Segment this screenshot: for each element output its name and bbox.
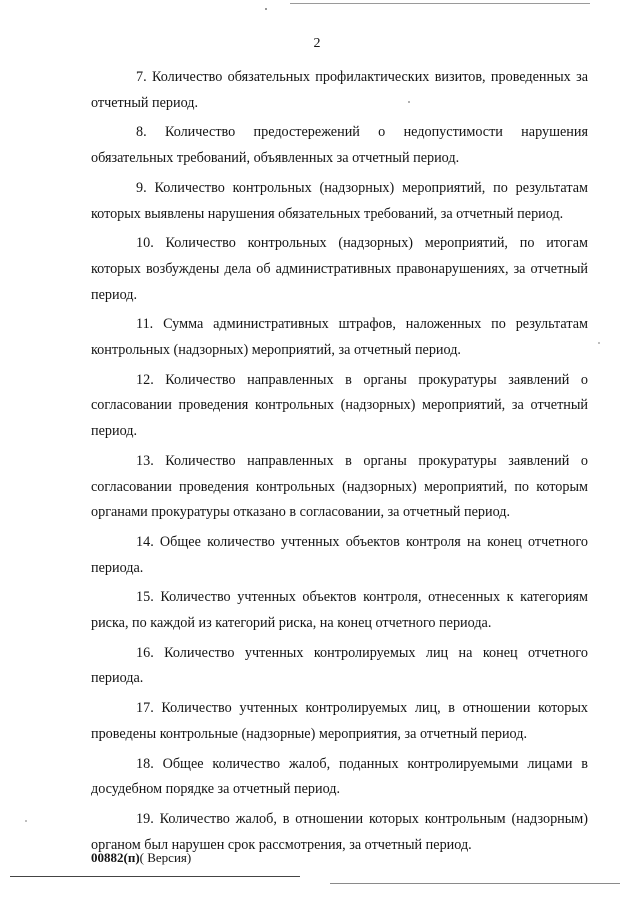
list-item: 12. Количество направленных в органы прокуратуры заявлений о согласовании проведения контрольных (надзорных) мероприятий, за отчетный период. [91,371,588,440]
list-item: 16. Количество учтенных контролируемых лиц на конец отчетного периода. [91,644,588,687]
scan-speck [25,820,27,822]
scan-speck [265,8,267,10]
list-item: 8. Количество предостережений о недопустимости нарушения обязательных требований, объявленных за отчетный период. [91,124,588,167]
list-item: 19. Количество жалоб, в отношении которых контрольным (надзорным) органом был нарушен срок рассмотрения, за отчетный период. [91,810,588,853]
document-code-footer [91,850,191,866]
list-item: 7. Количество обязательных профилактических визитов, проведенных за отчетный период. [91,69,588,111]
list-item: 15. Количество учтенных объектов контроля, отнесенных к категориям риска, по каждой из категорий риска, на конец отчетного периода. [91,589,588,632]
scan-artifact-bottom [10,876,300,877]
list-item: 10. Количество контрольных (надзорных) мероприятий, по итогам которых возбуждены дела об административных правонарушениях, за отчетный период. [91,235,588,303]
page-number: 2 [313,36,321,51]
list-item: 13. Количество направленных в органы прокуратуры заявлений о согласовании проведения контрольных (надзорных) мероприятий, по которым органами прокуратуры отказано в согласовании, за отчетный период. [91,452,588,521]
list-item: 14. Общее количество учтенных объектов контроля на конец отчетного периода. [91,533,588,576]
scan-artifact-top [290,3,590,4]
list-item: 17. Количество учтенных контролируемых лиц, в отношении которых проведены контрольные (надзорные) мероприятия, за отчетный период. [91,700,588,742]
document-version: ( Версия) [139,850,192,865]
scan-speck [598,342,600,344]
document-body [91,65,588,862]
list-item: 11. Сумма административных штрафов, наложенных по результатам контрольных (надзорных) мероприятий, за отчетный период. [91,316,588,359]
scan-artifact-bottom-right [330,883,620,884]
list-item: 9. Количество контрольных (надзорных) мероприятий, по результатам которых выявлены нарушения обязательных требований, за отчетный период. [91,179,588,222]
list-item: 18. Общее количество жалоб, поданных контролируемыми лицами в досудебном порядке за отчетный период. [91,755,588,798]
document-code: 00882(п) [91,850,140,865]
